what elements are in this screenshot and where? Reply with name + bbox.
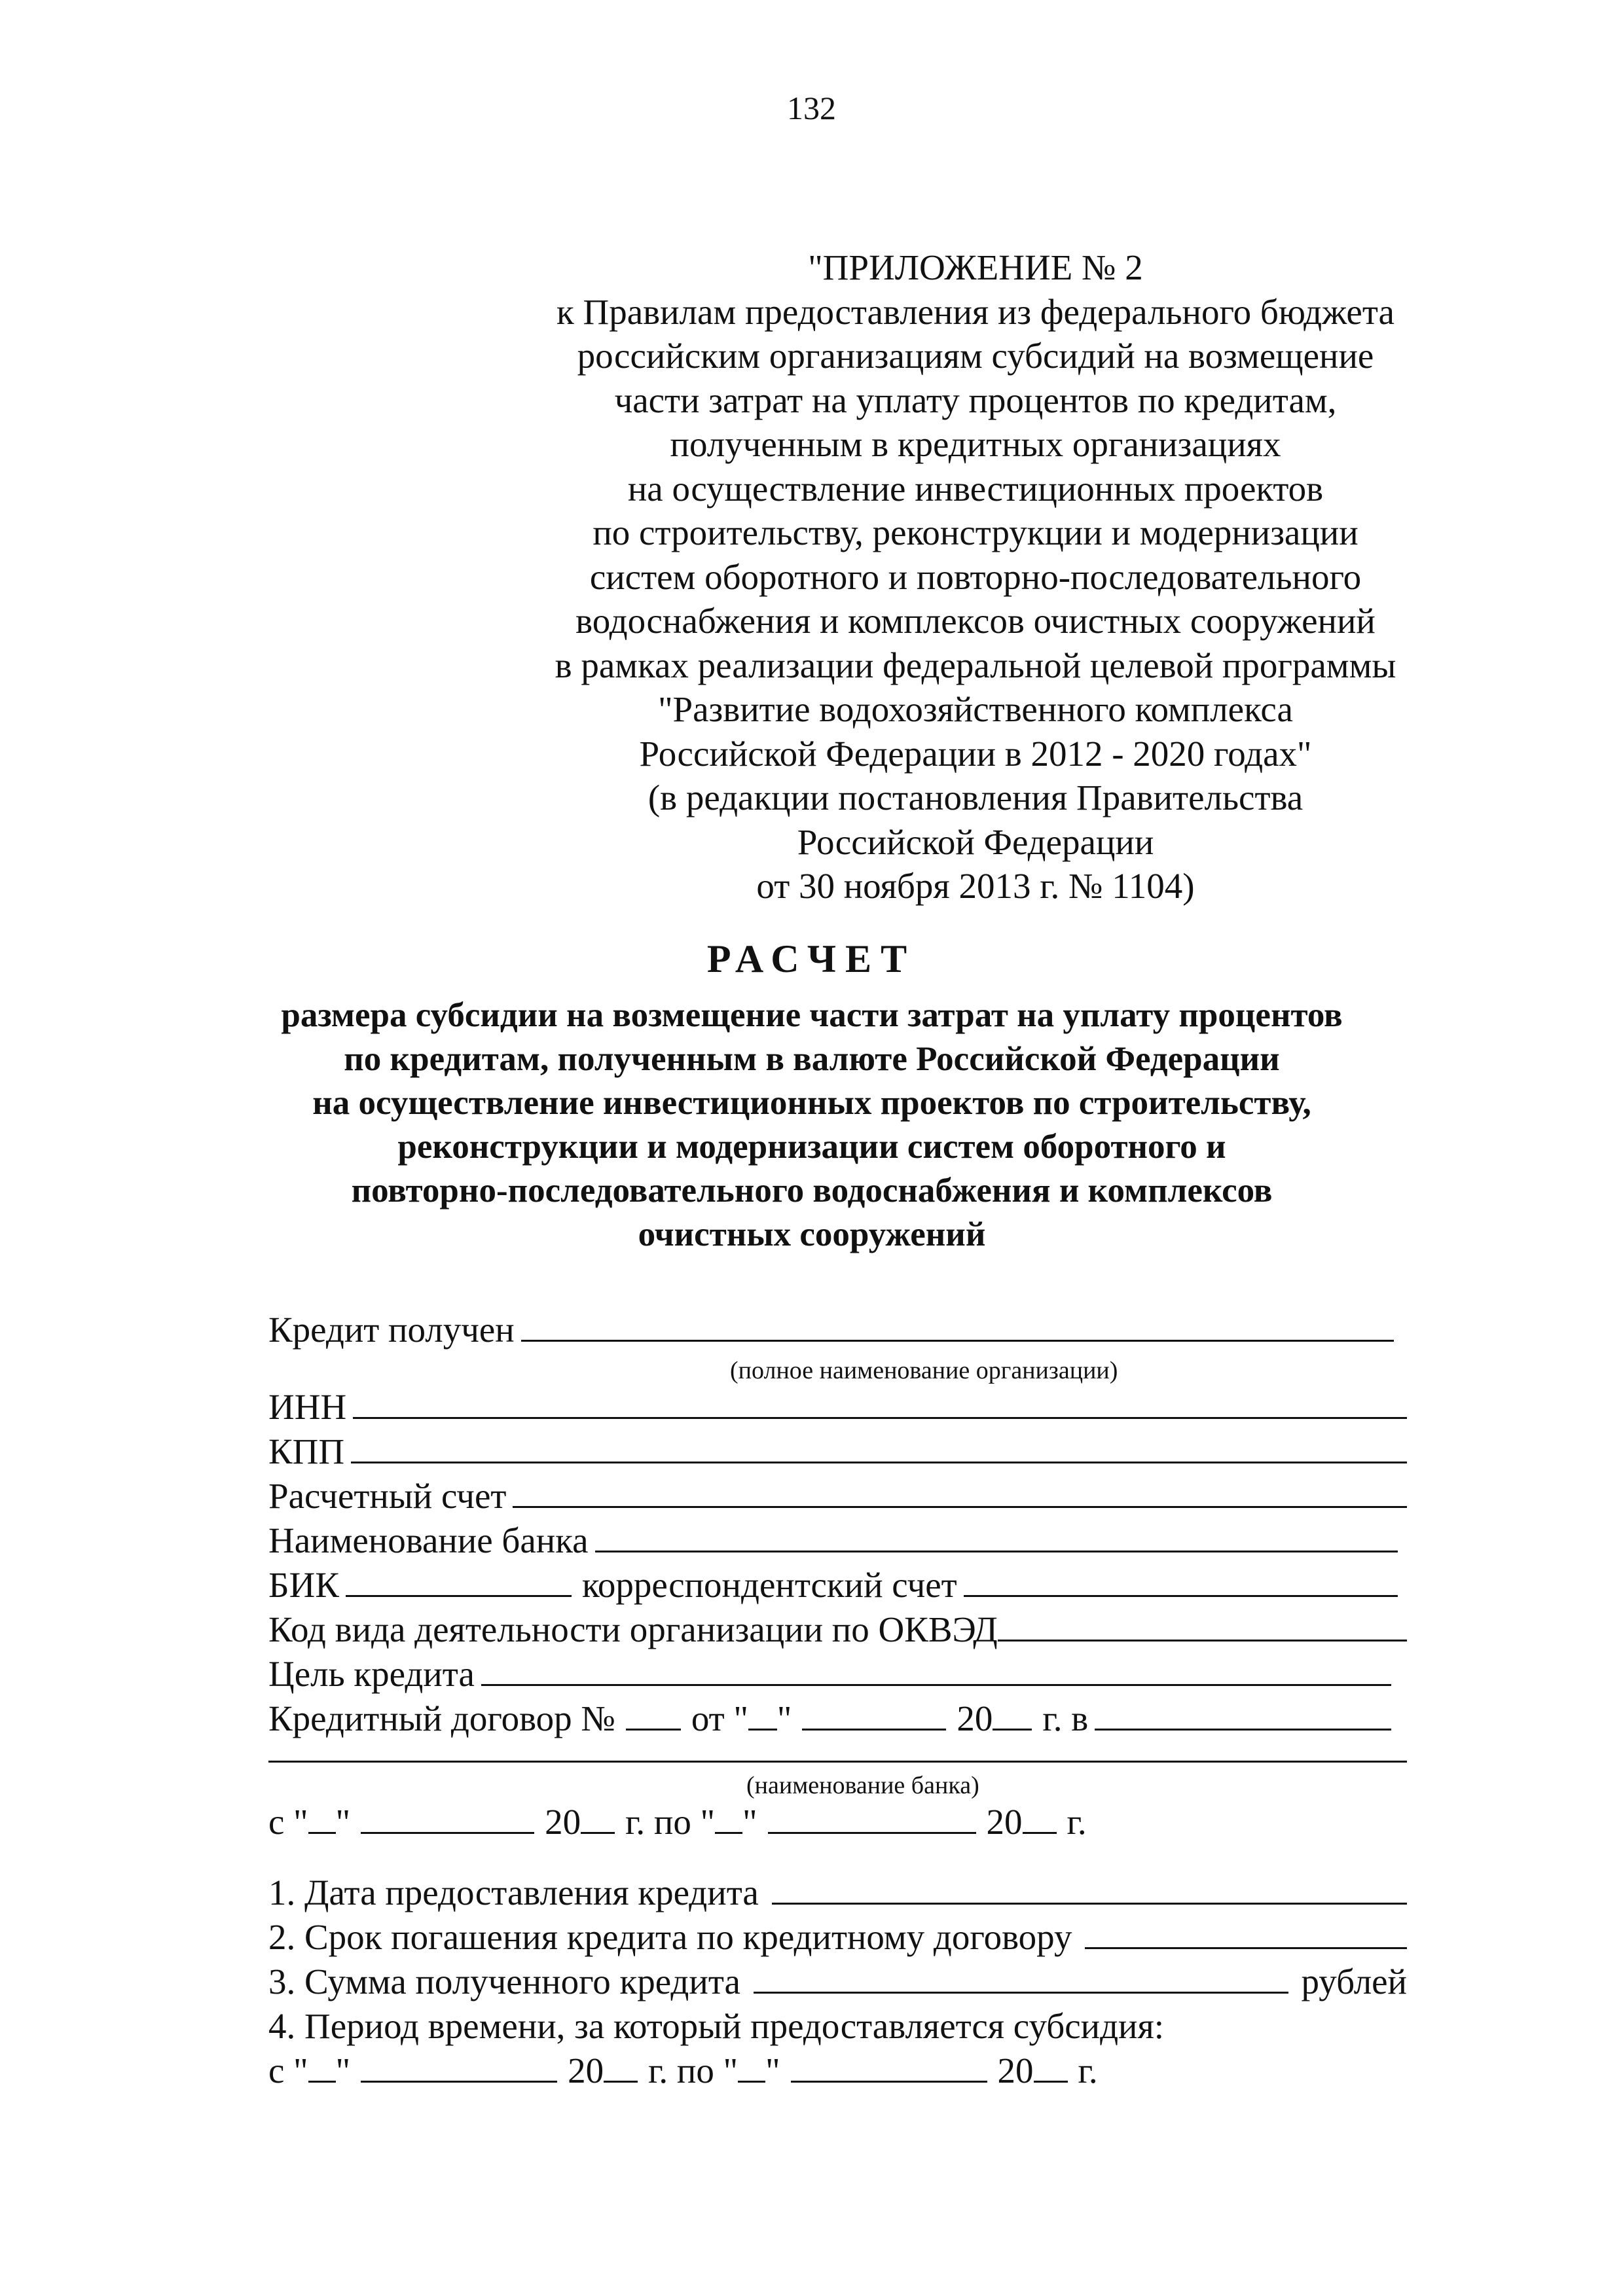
document-subtitle <box>157 994 1467 1257</box>
period2-month2-field[interactable] <box>791 2052 987 2083</box>
period1-day2-field[interactable] <box>715 1803 742 1834</box>
item3-unit: рублей <box>1301 1962 1407 2001</box>
item1-row <box>268 1872 1407 1915</box>
inn-row <box>268 1386 1407 1429</box>
repayment-term-field[interactable] <box>1085 1918 1407 1949</box>
period-row-2 <box>268 2050 1407 2093</box>
subtitle-line: размера субсидии на возмещение части затрат на уплату процентов <box>281 996 1343 1034</box>
bank-name-row <box>268 1520 1407 1563</box>
period1-month2-field[interactable] <box>768 1803 976 1834</box>
organization-caption: (полное наименование организации) <box>730 1357 1118 1384</box>
appendix-line: в рамках реализации федеральной целевой программы <box>555 645 1396 685</box>
appendix-line: Российской Федерации <box>797 821 1154 862</box>
item2-row <box>268 1916 1407 1960</box>
contract-year-field[interactable] <box>993 1700 1032 1731</box>
okved-row <box>268 1609 1407 1652</box>
appendix-line: Российской Федерации в 2012 - 2020 годах" <box>639 733 1312 774</box>
item4-label: 4. Период времени, за который предоставляется субсидия: <box>268 2006 1165 2046</box>
bik-row <box>268 1564 1407 1607</box>
appendix-line: на осуществление инвестиционных проектов <box>627 468 1324 509</box>
okved-label: Код вида деятельности организации по ОКВЭД <box>268 1609 998 1649</box>
period1-quote2: " <box>742 1802 757 1842</box>
page-number: 132 <box>787 90 836 126</box>
contract-bank-field[interactable] <box>1095 1700 1391 1731</box>
period1-year1-prefix: 20 <box>545 1802 581 1842</box>
bank-caption: (наименование банка) <box>746 1772 979 1799</box>
document-title: РАСЧЕТ <box>706 937 917 980</box>
appendix-line: "Развитие водохозяйственного комплекса <box>658 689 1293 729</box>
period1-year2-field[interactable] <box>1023 1803 1057 1834</box>
purpose-field[interactable] <box>481 1655 1391 1686</box>
period-row-1 <box>268 1801 1407 1844</box>
period2-year1-field[interactable] <box>604 2052 638 2083</box>
subtitle-line: по кредитам, полученным в валюте Российской Федерации <box>344 1040 1280 1078</box>
subtitle-line: на осуществление инвестиционных проектов по строительству, <box>312 1084 1311 1122</box>
period1-quote: " <box>335 1802 351 1842</box>
period2-day1-field[interactable] <box>308 2052 336 2083</box>
appendix-line: водоснабжения и комплексов очистных сооружений <box>575 601 1376 641</box>
subtitle-line: очистных сооружений <box>638 1215 986 1253</box>
contract-quote: " <box>776 1698 792 1738</box>
subtitle-line: повторно-последовательного водоснабжения и комплексов <box>351 1172 1273 1210</box>
period2-year1-prefix: 20 <box>568 2051 604 2090</box>
kpp-label: КПП <box>268 1431 345 1471</box>
period1-to: г. по " <box>625 1802 716 1842</box>
item2-label: 2. Срок погашения кредита по кредитному договору <box>268 1917 1072 1957</box>
bank-name-field[interactable] <box>595 1522 1398 1552</box>
subtitle-line: реконструкции и модернизации систем оборотного и <box>397 1128 1226 1166</box>
appendix-line: части затрат на уплату процентов по кредитам, <box>614 380 1337 420</box>
contract-day-field[interactable] <box>748 1700 777 1731</box>
account-label: Расчетный счет <box>268 1476 507 1516</box>
item4-row <box>268 2005 1407 2049</box>
account-field[interactable] <box>513 1477 1407 1508</box>
kpp-row <box>268 1431 1407 1474</box>
credit-date-field[interactable] <box>772 1874 1407 1905</box>
period2-from: с " <box>268 2051 308 2090</box>
corr-account-field[interactable] <box>964 1566 1398 1597</box>
bank-name-label: Наименование банка <box>268 1520 589 1560</box>
period2-quote2: " <box>765 2051 780 2090</box>
bank-name-rule[interactable] <box>268 1761 1407 1763</box>
appendix-line: (в редакции постановления Правительства <box>647 778 1304 817</box>
contract-year-prefix: 20 <box>957 1698 993 1738</box>
bik-field[interactable] <box>346 1566 572 1597</box>
period1-end: г. <box>1067 1802 1087 1842</box>
item1-label: 1. Дата предоставления кредита <box>268 1873 759 1912</box>
period2-month1-field[interactable] <box>361 2052 557 2083</box>
organization-name-field[interactable] <box>521 1311 1394 1342</box>
period2-day2-field[interactable] <box>738 2052 765 2083</box>
period2-to: г. по " <box>648 2051 739 2090</box>
appendix-line: российским организациям субсидий на возмещение <box>577 336 1374 376</box>
period2-year2-field[interactable] <box>1034 2052 1068 2083</box>
period1-year1-field[interactable] <box>581 1803 615 1834</box>
period1-year2-prefix: 20 <box>986 1802 1023 1842</box>
appendix-line: полученным в кредитных организациях <box>670 424 1281 464</box>
inn-field[interactable] <box>353 1388 1407 1419</box>
appendix-line: систем оборотного и повторно-последовательного <box>589 556 1362 597</box>
contract-number-field[interactable] <box>626 1700 681 1731</box>
period2-quote: " <box>335 2051 351 2090</box>
appendix-header <box>511 245 1440 908</box>
appendix-line: "ПРИЛОЖЕНИЕ № 2 <box>808 247 1143 287</box>
account-row <box>268 1475 1407 1518</box>
appendix-line: к Правилам предоставления из федерального бюджета <box>556 291 1395 332</box>
period2-end: г. <box>1078 2051 1098 2090</box>
period1-from: с " <box>268 1802 308 1842</box>
period2-year2-prefix: 20 <box>997 2051 1034 2090</box>
credit-received-row <box>268 1309 1407 1352</box>
bik-label: БИК <box>268 1565 339 1605</box>
appendix-line: по строительству, реконструкции и модернизации <box>593 512 1359 552</box>
item3-label: 3. Сумма полученного кредита <box>268 1962 740 2001</box>
credit-received-label: Кредит получен <box>268 1310 515 1350</box>
period1-day1-field[interactable] <box>308 1803 336 1834</box>
kpp-field[interactable] <box>351 1433 1407 1463</box>
period1-month1-field[interactable] <box>361 1803 534 1834</box>
contract-month-field[interactable] <box>802 1700 946 1731</box>
purpose-row <box>268 1653 1407 1696</box>
okved-field[interactable] <box>998 1611 1407 1641</box>
contract-from-label: от " <box>691 1698 748 1738</box>
contract-label: Кредитный договор № <box>268 1698 615 1738</box>
purpose-label: Цель кредита <box>268 1654 475 1694</box>
contract-row <box>268 1698 1407 1741</box>
contract-in-label: г. в <box>1042 1698 1089 1738</box>
appendix-line: от 30 ноября 2013 г. № 1104) <box>756 866 1195 906</box>
item3-row <box>268 1961 1407 2004</box>
credit-amount-field[interactable] <box>754 1963 1288 1994</box>
inn-label: ИНН <box>268 1387 347 1427</box>
corr-account-label: корреспондентский счет <box>582 1565 957 1605</box>
